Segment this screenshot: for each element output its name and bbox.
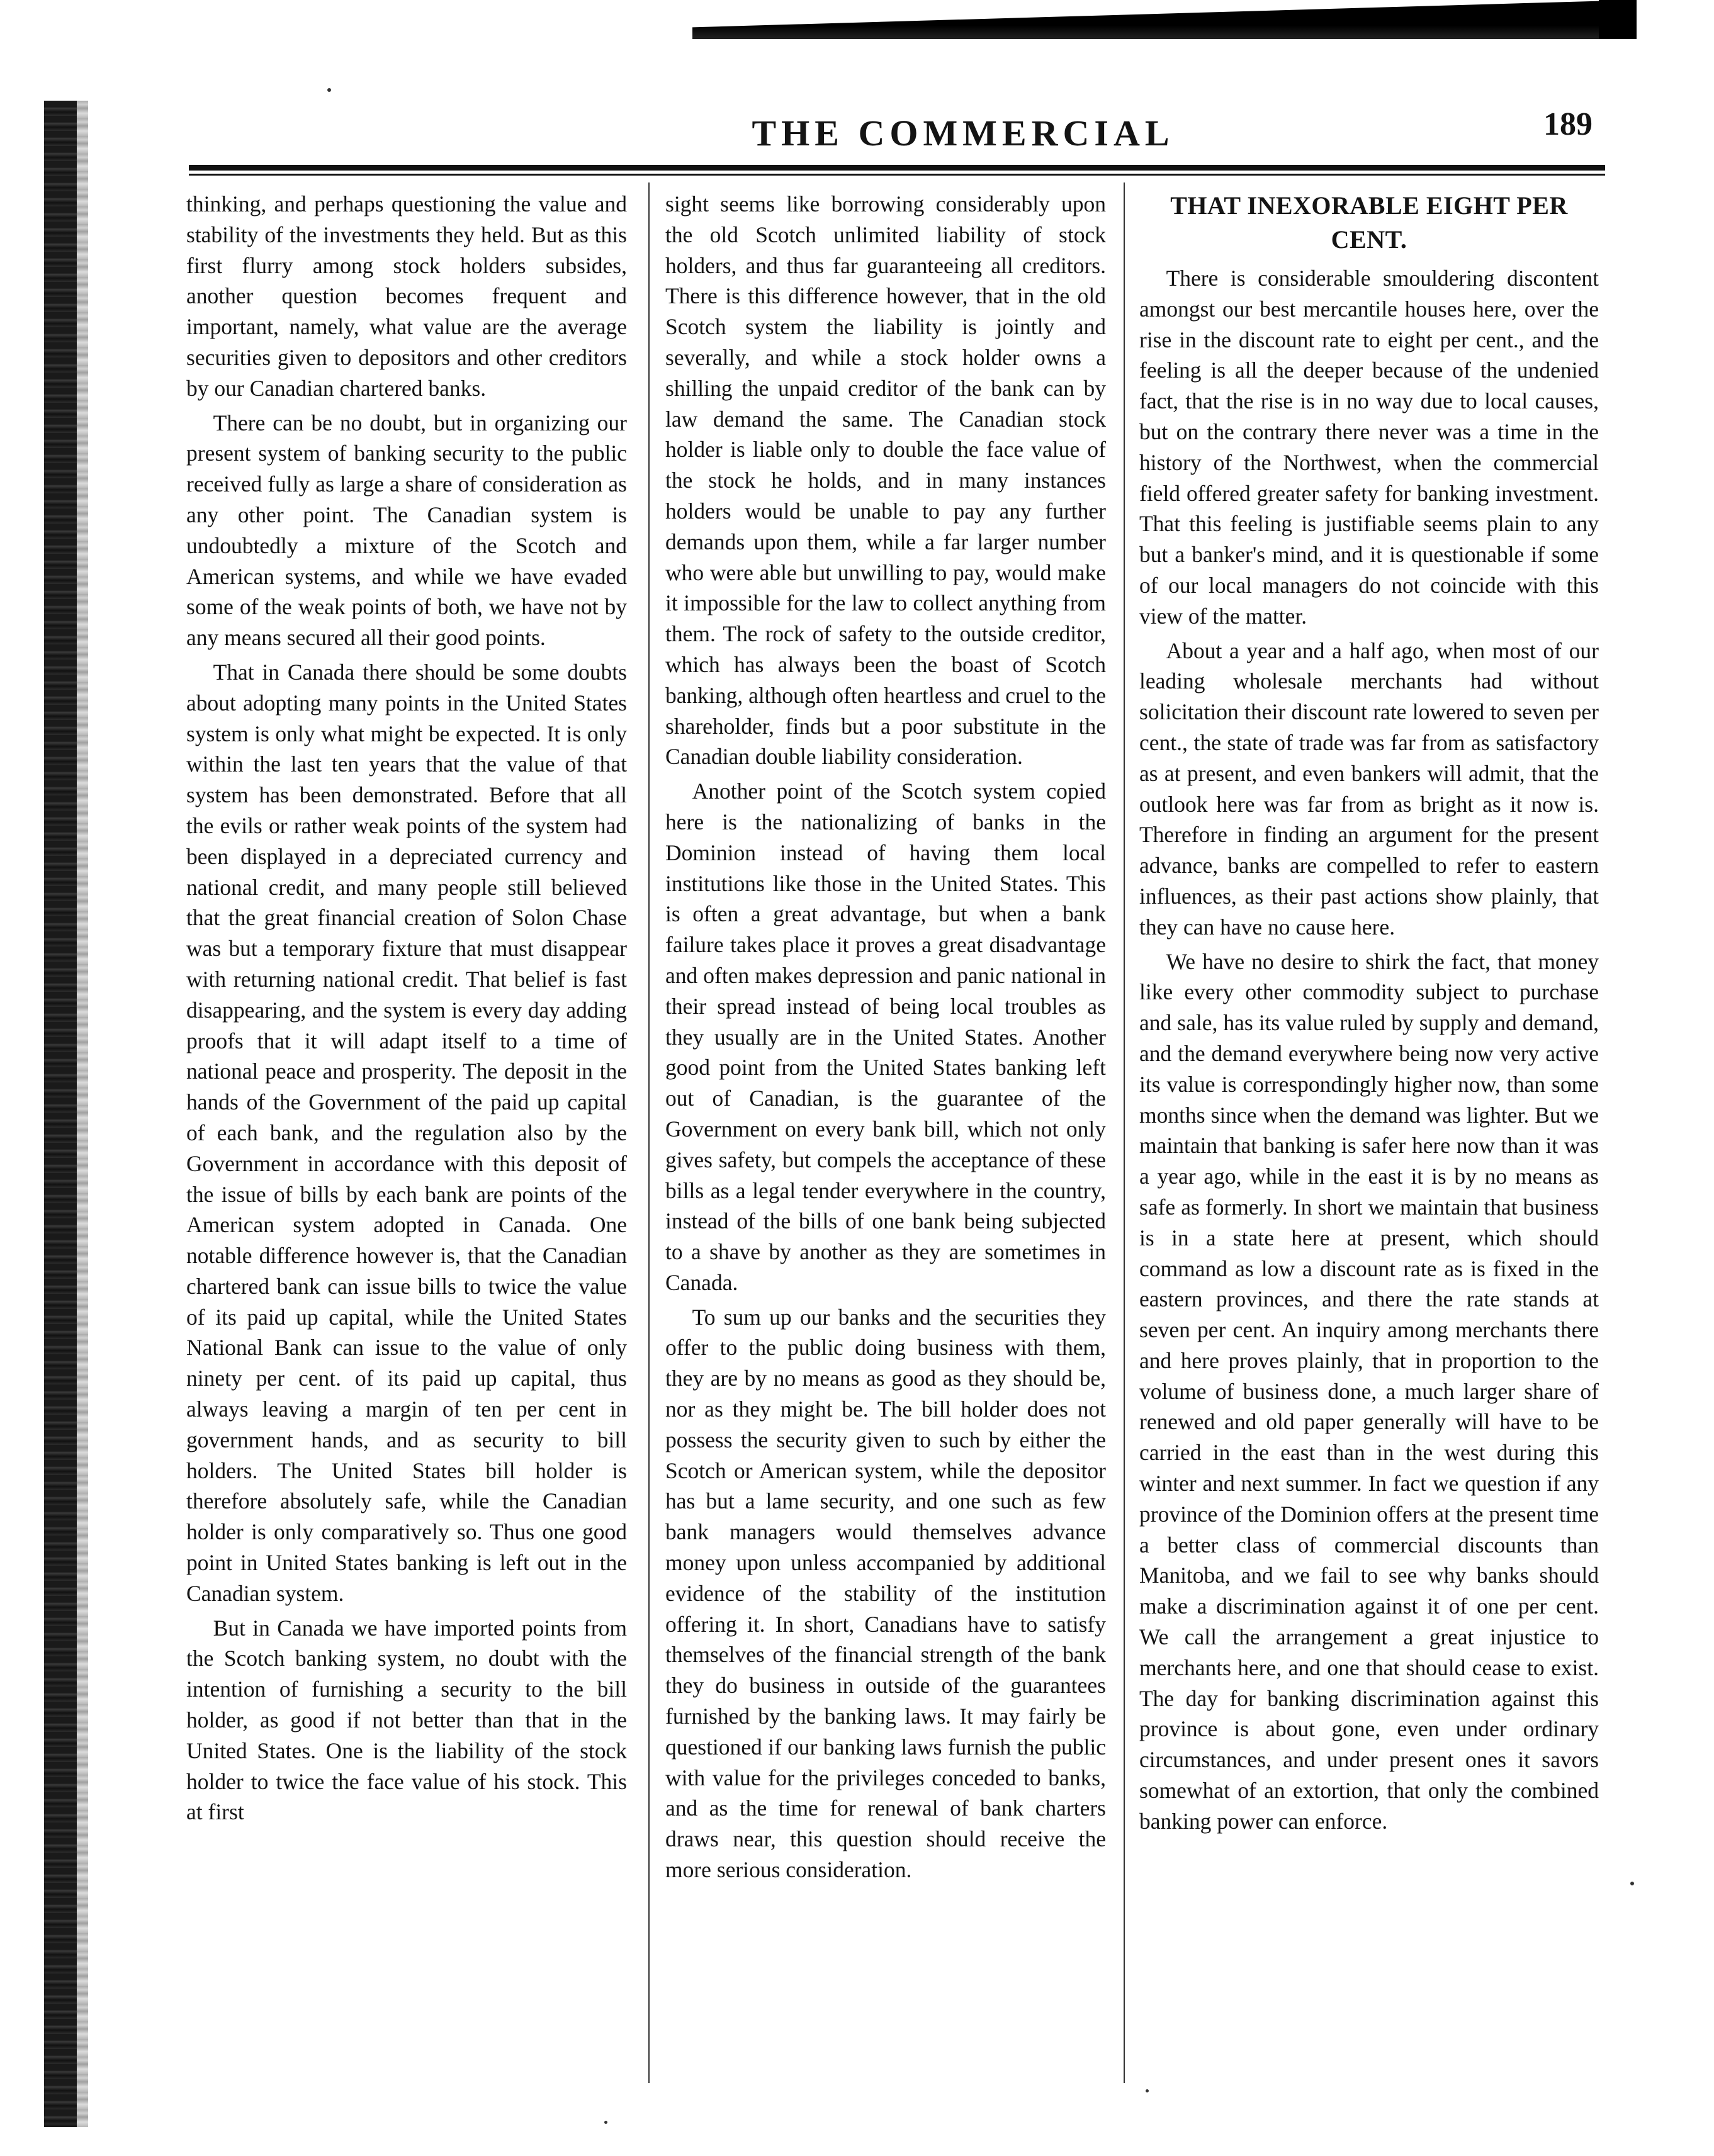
paragraph: There can be no doubt, but in organizing our present system of banking security to the public received fully as large a share of consideration as any other point. The Canadian system is undoubtedly a mixture of the Scotch and American systems, and while we have evaded some of the weak points of both, we have not by any means secured all their good points. <box>186 410 627 651</box>
column-2 <box>665 189 1106 1885</box>
scan-speck <box>327 88 331 92</box>
scan-speck <box>604 2121 607 2124</box>
paragraph: We have no desire to shirk the fact, that money like every other commodity subject to purchase and sale, has its value ruled by supply and demand, and the demand everywhere being now very active its value is correspondingly higher now, than some months since when the demand was lighter. But we maintain that banking is safer here now than it was a year ago, while in the east it is by no means as safe as formerly. In short we maintain that business is in a state here at present, which should command as low a discount rate as is fixed in the eastern provinces, and there the rate stands at seven per cent. An inquiry among merchants there and here proves plainly, that in proportion to the volume of business done, a much larger share of renewed and old paper generally will have to be carried in the east than in the west during this winter and next summer. In fact we question if any province of the Dominion offers at the present time a better class of commercial discounts than Manitoba, and we fail to see why banks should make a discrimination against it of one per cent. We call the arrangement a great injustice to merchants here, and one that should cease to exist. The day for banking discrimination against this province is about gone, even under ordinary circumstances, and under present ones it savors somewhat of an extortion, that only the combined banking power can enforce. <box>1139 948 1599 1834</box>
paragraph: But in Canada we have imported points from the Scotch banking system, no doubt with the intention of furnishing a security to the bill holder, as good if not better than that in the United States. One is the liability of the stock holder to twice the face value of his stock. This at first <box>186 1615 627 1825</box>
paragraph: That in Canada there should be some doubts about adopting many points in the United States system is only what might be expected. It is only within the last ten years that the value of that system has been demonstrated. Before that all the evils or rather weak points of the system had been displayed in a depreciated currency and national credit, and many people still believed that the great financial creation of Solon Chase was but a temporary fixture that must disappear with returning national credit. That belief is fast disappearing, and the system is every day adding proofs that it will adapt itself to a time of national peace and prosperity. The deposit in the hands of the Government of the paid up capital of each bank, and the regulation also by the Government in accordance with this deposit of the issue of bills by each bank are points of the American system adopted in Canada. One notable difference however is, that the Canadian chartered bank can issue bills to twice the value of its paid up capital, while the United States National Bank can issue to the value of only ninety per cent. of its paid up capital, thus always leaving a margin of ten per cent in government hands, and as security to bill holders. The United States bill holder is therefore absolutely safe, while the Canadian holder is only comparatively so. Thus one good point in United States banking is left out in the Canadian system. <box>186 659 627 1606</box>
publication-title: THE COMMERCIAL <box>752 113 1175 154</box>
masthead-rule-thin <box>189 174 1605 176</box>
column-divider <box>648 182 650 2083</box>
scan-edge-corner <box>1599 0 1637 39</box>
masthead <box>189 106 1605 162</box>
paragraph: To sum up our banks and the securities they offer to the public doing business with them, they are by no means as good as they should be, nor as they might be. The bill holder does not possess the security given to such by either the Scotch or American system, while the depositor has but a lame security, and one such as few bank managers would themselves advance money upon unless accompanied by additional evidence of the stability of the institution offering it. In short, Canadians have to satisfy themselves of the financial strength of the bank they do business in outside of the guarantees furnished by the banking laws. It may fairly be questioned if our banking laws furnish the public with value for the privileges conceded to banks, and as the time for renewal of bank charters draws near, this question should receive the more serious consideration. <box>665 1304 1106 1883</box>
scan-edge-bar <box>692 0 1633 39</box>
paragraph: sight seems like borrowing considerably upon the old Scotch unlimited liability of stock holders, and thus far guaranteeing all creditors. There is this difference however, that in the old Scotch system the liability is jointly and severally, and while a stock holder owns a shilling the unpaid creditor of the bank can by law demand the same. The Canadian stock holder is liable only to double the face value of the stock he holds, and in many instances holders would be unable to pay any further demands upon them, while a far larger number who were able but unwilling to pay, would make it impossible for the law to collect anything from them. The rock of safety to the outside creditor, which has always been the boast of Scotch banking, although often heartless and cruel to the shareholder, finds but a poor substitute in the Canadian double liability consideration. <box>665 191 1106 770</box>
binding-shadow <box>77 101 88 2127</box>
column-3 <box>1139 189 1599 1837</box>
column-divider <box>1124 182 1125 2083</box>
article-heading: THAT INEXORABLE EIGHT PER CENT. <box>1170 191 1568 254</box>
paragraph: There is considerable smouldering discontent amongst our best mercantile houses here, over the rise in the discount rate to eight per cent., and the feeling is all the deeper because of the undenied fact, that the rise is in no way due to local causes, but on the contrary there never was a time in the history of the Northwest, when the commercial field offered greater safety for banking investment. That this feeling is justifiable seems plain to any but a banker's mind, and it is questionable if some of our local managers do not coincide with this view of the matter. <box>1139 266 1599 629</box>
paragraph: thinking, and perhaps questioning the value and stability of the investments they held. But as this first flurry among stock holders subsides, another question becomes frequent and important, namely, what value are the average securities given to depositors and other creditors by our Canadian chartered banks. <box>186 191 627 401</box>
paragraph: Another point of the Scotch system copied here is the nationalizing of banks in the Dominion instead of having them local institutions like those in the United States. This is often a great advantage, but when a bank failure takes place it proves a great disadvantage and often makes depression and panic national in their spread instead of being local troubles as they usually are in the United States. Another good point from the United States banking left out of Canadian, is the guarantee of the Government on every bank bill, which not only gives safety, but compels the acceptance of these bills as a legal tender everywhere in the country, instead of the bills of one bank being subjected to a shave by another as they are sometimes in Canada. <box>665 778 1106 1295</box>
masthead-rule-thick <box>189 165 1605 171</box>
scan-speck <box>1146 2089 1149 2092</box>
book-binding-edge <box>44 101 77 2127</box>
scan-speck <box>1630 1882 1634 1885</box>
paragraph: About a year and a half ago, when most of our leading wholesale merchants had without solicitation their discount rate lowered to seven per cent., the state of trade was far from as satisfactory as at present, and even bankers will admit, that the outlook here was far from as bright as it now is. Therefore in finding an argument for the present advance, banks are compelled to refer to eastern influences, as their past actions show plainly, that they can have no cause here. <box>1139 637 1599 940</box>
page-number: 189 <box>1543 106 1593 142</box>
column-1 <box>186 189 627 1828</box>
